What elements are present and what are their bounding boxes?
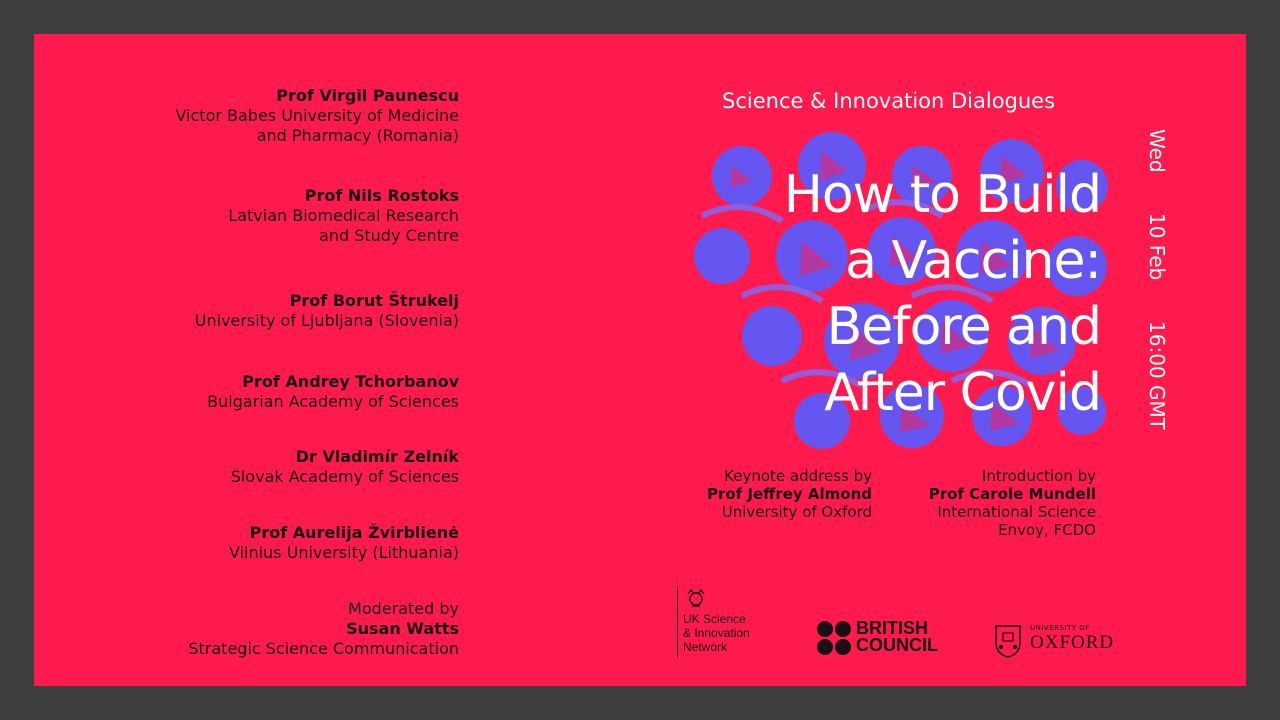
title-line: a Vaccine: [845,231,1101,291]
speaker-affiliation [34,467,459,487]
introduction-affiliation-line: International Science [937,503,1096,521]
moderator-name: Susan Watts [346,619,459,638]
speaker-3 [34,291,459,331]
logo-text-line: & Innovation [683,626,750,640]
oxford-small-text: UNIVERSITY OF [1030,624,1090,632]
british-council-dots-icon [816,620,852,656]
keynote-label: Keynote address by [724,467,872,485]
logo-divider [677,586,678,658]
event-time: 16:00 GMT [1145,320,1169,430]
speaker-1 [34,86,459,146]
affiliation-line: Vilnius University (Lithuania) [228,543,459,562]
introduction-block [884,467,1096,539]
series-title: Science & Innovation Dialogues [722,89,1056,113]
speaker-name: Prof Nils Rostoks [304,186,459,205]
event-day: Wed [1145,129,1169,173]
affiliation-line: Bulgarian Academy of Sciences [207,392,459,411]
logo-text-line: BRITISH [856,618,928,638]
royal-crest-icon [685,588,707,608]
introduction-label: Introduction by [981,467,1096,485]
event-poster [34,34,1246,686]
affiliation-line: University of Ljubljana (Slovenia) [194,311,459,330]
speaker-name: Prof Andrey Tchorbanov [242,372,459,391]
oxford-large-text: OXFORD [1030,632,1115,653]
event-date-time [1139,129,1169,459]
speaker-name: Dr Vladimír Zelník [295,447,459,466]
affiliation-line: Victor Babes University of Medicine [175,106,459,125]
logo-text-line: COUNCIL [856,635,938,655]
speaker-5 [34,447,459,487]
event-date: 10 Feb [1145,212,1169,281]
uk-network-text [683,612,773,654]
keynote-affiliation: University of Oxford [721,503,872,521]
speaker-2 [34,186,459,246]
speaker-affiliation [34,311,459,331]
moderator [34,599,459,659]
speaker-affiliation [34,543,459,563]
affiliation-line: Latvian Biomedical Research [228,206,459,225]
speaker-affiliation [34,206,459,246]
affiliation-line: Slovak Academy of Sciences [230,467,459,486]
speaker-name: Prof Virgil Paunescu [276,86,459,105]
title-line: How to Build [783,165,1101,225]
keynote-block [654,467,872,521]
logo-text-line: Network [683,640,728,654]
speaker-name: Prof Aurelija Žvirblienė [249,523,459,542]
affiliation-line: and Study Centre [319,226,459,245]
speaker-6 [34,523,459,563]
oxford-crest-icon [992,622,1024,658]
british-council-text [856,620,938,654]
introduction-affiliation-line: Envoy, FCDO [998,521,1096,539]
title-line: Before and [826,297,1101,357]
speaker-affiliation [34,106,459,146]
logo-text-line: UK Science [683,612,746,626]
speaker-4 [34,372,459,412]
introduction-name: Prof Carole Mundell [928,485,1096,503]
event-title [641,162,1101,426]
affiliation-line: and Pharmacy (Romania) [256,126,459,145]
speaker-name: Prof Borut Štrukelj [289,291,459,310]
moderator-affiliation: Strategic Science Communication [188,639,459,658]
speaker-affiliation [34,392,459,412]
moderator-label: Moderated by [348,599,459,618]
title-line: After Covid [824,363,1101,423]
keynote-name: Prof Jeffrey Almond [706,485,872,503]
